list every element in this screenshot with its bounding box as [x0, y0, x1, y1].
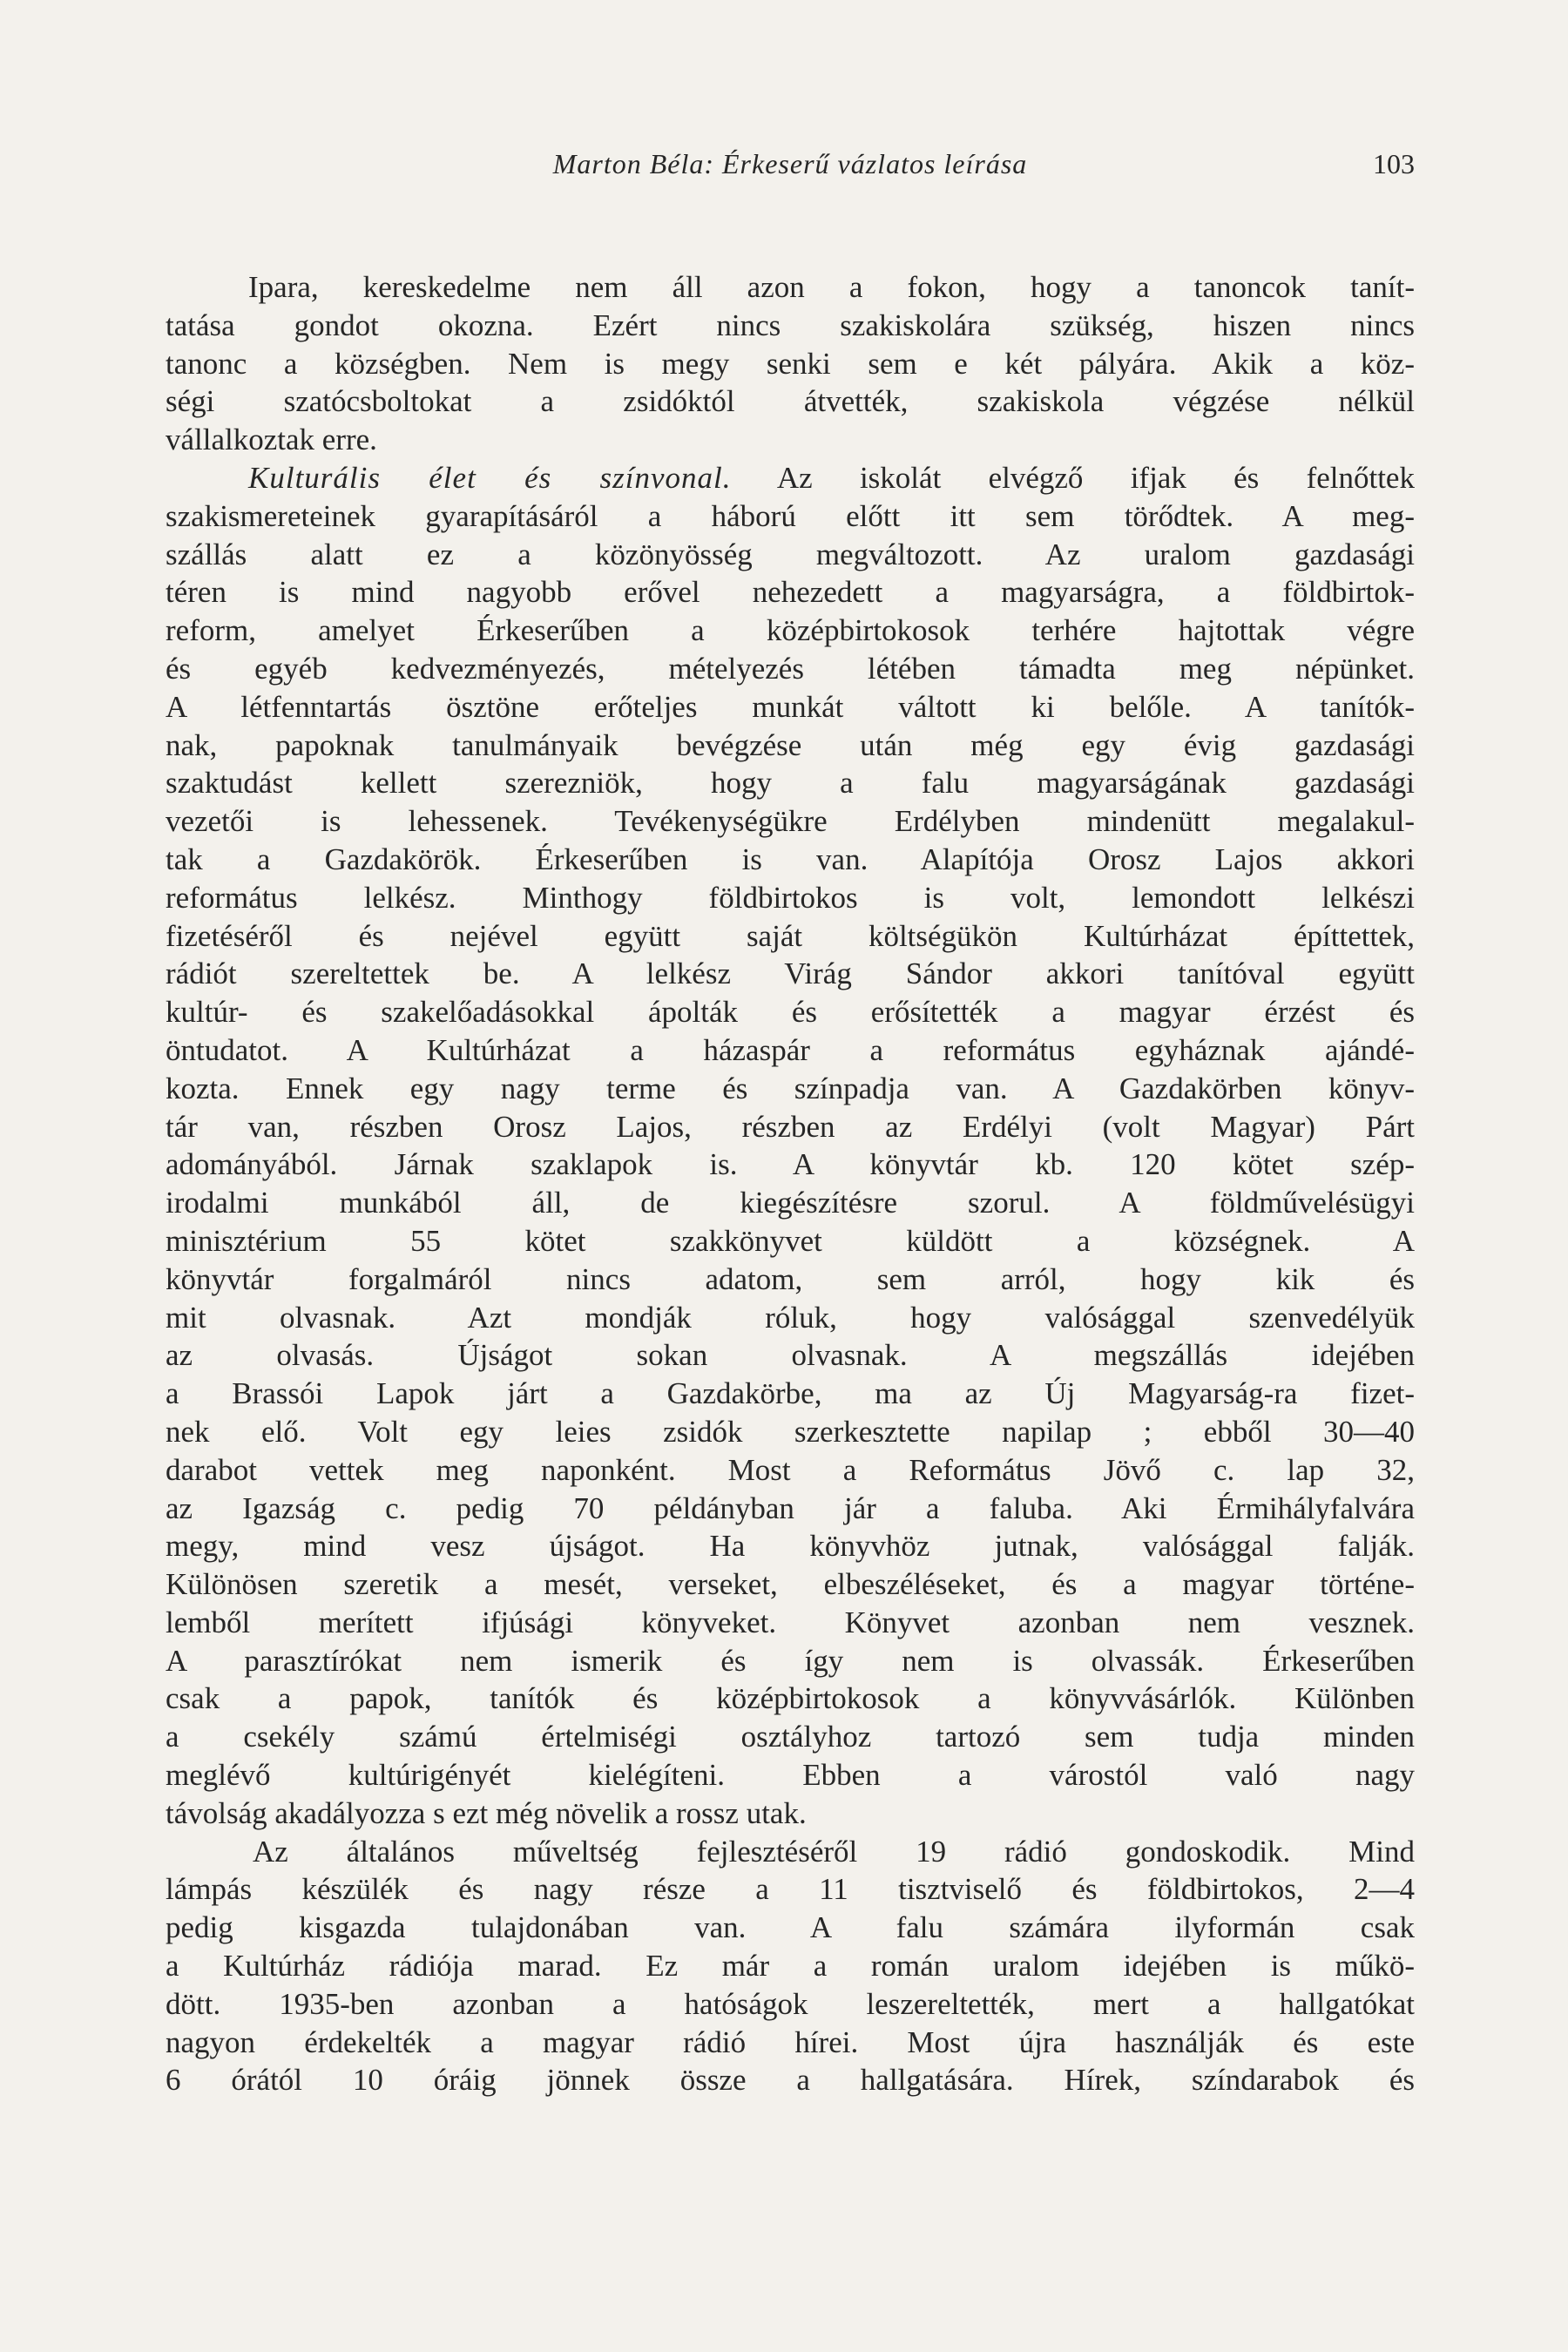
text-line: vállalkoztak erre. — [166, 422, 377, 457]
text-line: fizetéséről és nejével együtt saját költségükön Kultúrházat építtettek, — [166, 918, 1415, 953]
text-line: meglévő kultúrigényét kielégíteni. Ebben a várostól való nagy — [166, 1758, 1415, 1793]
text-line: öntudatot. A Kultúrházat a házaspár a református egyháznak ajándé- — [166, 1032, 1415, 1067]
text-line: református lelkész. Minthogy földbirtokos is volt, lemondott lelkészi — [166, 880, 1415, 915]
text-line: minisztérium 55 kötet szakkönyvet küldött a községnek. A — [166, 1223, 1415, 1258]
text-line: szállás alatt ez a közönyösség megváltozott. Az uralom gazdasági — [166, 537, 1415, 571]
section-heading: Kulturális élet és színvonal. — [248, 460, 732, 495]
text-line: 6 órától 10 óráig jönnek össze a hallgatására. Hírek, színdarabok és — [166, 2063, 1415, 2098]
text-line: dött. 1935-ben azonban a hatóságok leszereltették, mert a hallgatókat — [166, 1986, 1415, 2021]
text-line: vezetői is lehessenek. Tevékenységükre Erdélyben mindenütt megalakul- — [166, 804, 1415, 839]
text-line: Az általános műveltség fejlesztéséről 19 rádió gondoskodik. Mind — [253, 1834, 1415, 1869]
text-line: pedig kisgazda tulajdonában van. A falu számára ilyformán csak — [166, 1910, 1415, 1945]
body-text — [166, 268, 1415, 2099]
section-heading-line — [166, 459, 1415, 497]
text-line: mit olvasnak. Azt mondják róluk, hogy valósággal szenvedélyük — [166, 1300, 1415, 1335]
text-line: darabot vettek meg naponként. Most a Református Jövő c. lap 32, — [166, 1452, 1415, 1487]
text-line: Ipara, kereskedelme nem áll azon a fokon, hogy a tanoncok tanít- — [248, 270, 1415, 304]
text-line: a Brassói Lapok járt a Gazdakörbe, ma az Új Magyarság-ra fizet- — [166, 1376, 1415, 1411]
text-line: távolság akadályozza s ezt még növelik a rossz utak. — [166, 1795, 807, 1830]
text-line: szakismereteinek gyarapításáról a háború előtt itt sem törődtek. A meg- — [166, 498, 1415, 533]
text-line: nak, papoknak tanulmányaik bevégzése után még egy évig gazdasági — [166, 727, 1415, 762]
text-line: csak a papok, tanítók és középbirtokosok a könyvvásárlók. Különben — [166, 1681, 1415, 1716]
text-line: Különösen szeretik a mesét, verseket, elbeszéléseket, és a magyar történe- — [166, 1567, 1415, 1602]
text-line: az Igazság c. pedig 70 példányban jár a faluba. Aki Érmihályfalvára — [166, 1490, 1415, 1525]
text-line: a csekély számú értelmiségi osztályhoz tartozó sem tudja minden — [166, 1720, 1415, 1754]
text-line: lámpás készülék és nagy része a 11 tisztviselő és földbirtokos, 2—4 — [166, 1872, 1415, 1907]
text-line: adományából. Járnak szaklapok is. A könyvtár kb. 120 kötet szép- — [166, 1147, 1415, 1182]
text-line: tanonc a községben. Nem is megy senki sem e két pályára. Akik a köz- — [166, 346, 1415, 381]
text-line: A létfenntartás ösztöne erőteljes munkát váltott ki belőle. A tanítók- — [166, 689, 1415, 724]
text-line: kultúr- és szakelőadásokkal ápolták és erősítették a magyar érzést és — [166, 995, 1415, 1030]
text-line: A parasztírókat nem ismerik és így nem is olvassák. Érkeserűben — [166, 1643, 1415, 1678]
text-line: rádiót szereltettek be. A lelkész Virág Sándor akkori tanítóval együtt — [166, 956, 1415, 991]
running-header — [166, 146, 1415, 181]
text-line: kozta. Ennek egy nagy terme és színpadja van. A Gazdakörben könyv- — [166, 1071, 1415, 1105]
text-line: megy, mind vesz újságot. Ha könyvhöz jutnak, valósággal falják. — [166, 1529, 1415, 1564]
text-line: nagyon érdekelték a magyar rádió hírei. Most újra használják és este — [166, 2024, 1415, 2059]
text-line: nek elő. Volt egy leies zsidók szerkesztette napilap ; ebből 30—40 — [166, 1414, 1415, 1449]
text-line: a Kultúrház rádiója marad. Ez már a román uralom idejében is műkö- — [166, 1949, 1415, 1984]
text-line: az olvasás. Újságot sokan olvasnak. A megszállás idejében — [166, 1338, 1415, 1373]
running-title: Marton Béla: Érkeserű vázlatos leírása — [552, 148, 1028, 179]
text-line: tatása gondot okozna. Ezért nincs szakiskolára szükség, hiszen nincs — [166, 308, 1415, 342]
text-line: ségi szatócsboltokat a zsidóktól átvették, szakiskola végzése nélkül — [166, 384, 1415, 419]
text-line: és egyéb kedvezményezés, mételyezés létében támadta meg népünket. — [166, 651, 1415, 686]
page-number: 103 — [1373, 148, 1415, 179]
text-line: irodalmi munkából áll, de kiegészítésre szorul. A földművelésügyi — [166, 1186, 1415, 1220]
text-line: tak a Gazdakörök. Érkeserűben is van. Alapítója Orosz Lajos akkori — [166, 841, 1415, 876]
text-line: tár van, részben Orosz Lajos, részben az Erdélyi (volt Magyar) Párt — [166, 1109, 1415, 1144]
text-line: szaktudást kellett szerezniök, hogy a falu magyarságának gazdasági — [166, 766, 1415, 801]
text-line: könyvtár forgalmáról nincs adatom, sem arról, hogy kik és — [166, 1261, 1415, 1296]
text-line: téren is mind nagyobb erővel nehezedett a magyarságra, a földbirtok- — [166, 575, 1415, 610]
section-lead-text: Az iskolát elvégző ifjak és felnőttek — [776, 460, 1415, 495]
text-line: lemből merített ifjúsági könyveket. Könyvet azonban nem vesznek. — [166, 1605, 1415, 1639]
text-line: reform, amelyet Érkeserűben a középbirtokosok terhére hajtottak végre — [166, 613, 1415, 648]
